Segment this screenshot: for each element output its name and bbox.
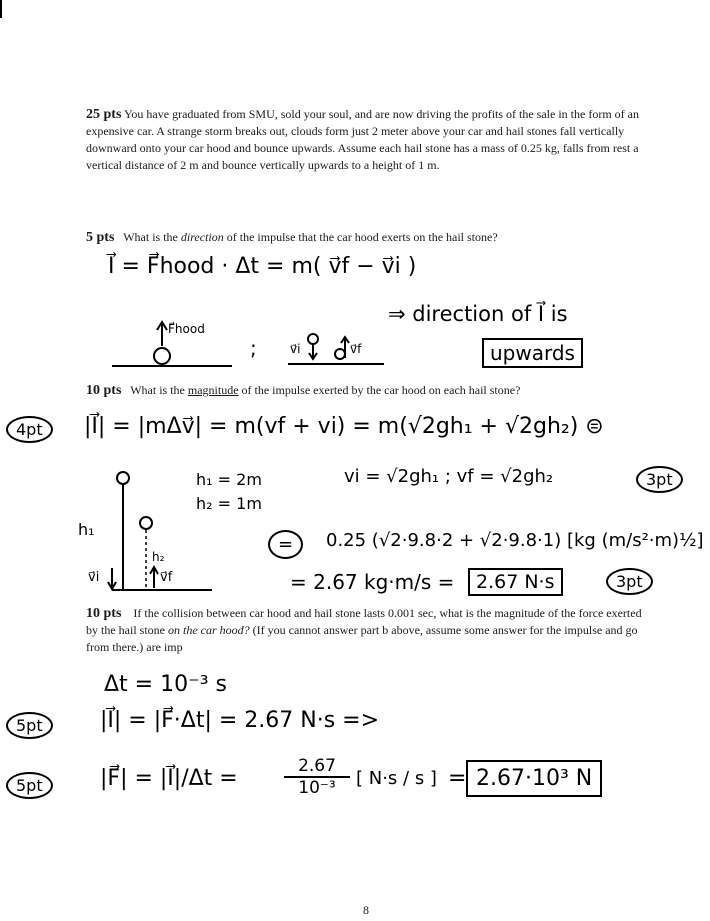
fraction-numerator: 2.67 bbox=[284, 756, 350, 778]
part-c-points: 10 pts bbox=[86, 606, 122, 621]
delta-t-value: Δt = 10⁻³ s bbox=[104, 672, 227, 697]
sketch-vf-label: v⃗f bbox=[350, 342, 362, 356]
part-b-question-after: of the impulse exerted by the car hood on each hail stone? bbox=[238, 383, 521, 397]
force-equals: = bbox=[448, 766, 467, 791]
hail-stone-bounce bbox=[140, 517, 152, 529]
part-c-score-1: 5pt bbox=[6, 712, 53, 739]
sketch-semicolon: ; bbox=[250, 336, 257, 360]
part-b-score-3: 3pt bbox=[606, 568, 653, 595]
part-c-answer-box: 2.67·10³ N bbox=[466, 760, 602, 797]
force-units: [ N·s / s ] bbox=[356, 768, 437, 789]
velocity-definitions: vi = √2gh₁ ; vf = √2gh₂ bbox=[344, 466, 554, 487]
sketch-vf-label-b: v⃗f bbox=[160, 570, 173, 585]
part-a-question-emph: direction bbox=[180, 230, 224, 244]
part-b-question-emph: magnitude bbox=[187, 383, 239, 397]
part-b-score-1: 4pt bbox=[6, 416, 53, 443]
eq2-marker: = bbox=[268, 530, 303, 559]
page-number: 8 bbox=[363, 903, 369, 917]
sketch-h2-label: h₂ bbox=[152, 550, 165, 564]
intro-points: 25 pts bbox=[86, 107, 122, 122]
hail-stone-top bbox=[117, 472, 129, 484]
part-c-question-after: (If you cannot answer part b above, assume some answer for the impulse and go from there.) are imp bbox=[86, 623, 638, 654]
part-c-question-emph: on the car hood? bbox=[167, 623, 250, 637]
part-c-score-2: 5pt bbox=[6, 772, 53, 799]
part-a-answer-prefix: ⇒ direction of I⃗ is bbox=[388, 302, 568, 326]
sketch-h1-label: h₁ bbox=[78, 520, 95, 539]
part-b-question-before: What is the bbox=[130, 383, 188, 397]
h2-value: h₂ = 1m bbox=[196, 494, 262, 513]
part-a-impulse-equation: I⃗ = F⃗hood · Δt = m( v⃗f − v⃗i ) bbox=[108, 254, 417, 279]
part-c-question bbox=[86, 605, 650, 656]
sketch-force-label: F⃗hood bbox=[168, 322, 205, 336]
part-b-points: 10 pts bbox=[86, 383, 122, 398]
fraction-denominator: 10⁻³ bbox=[298, 778, 336, 798]
part-a-answer-box: upwards bbox=[482, 338, 583, 368]
force-fraction bbox=[284, 756, 350, 798]
sketch-vi-label-b: v⃗i bbox=[88, 570, 100, 585]
numeric-substitution: 0.25 (√2·9.8·2 + √2·9.8·1) [kg (m/s²·m)½] bbox=[326, 530, 704, 551]
part-b-magnitude-equation: |I⃗| = |mΔv⃗| = m(vf + vi) = m(√2gh₁ + √2gh₂) ⊜ bbox=[84, 414, 604, 439]
force-equation-prefix: |F⃗| = |I⃗|/Δt = bbox=[100, 766, 238, 791]
impulse-equation-c: |I⃗| = |F⃗·Δt| = 2.67 N·s => bbox=[100, 708, 380, 733]
result-prefix: = 2.67 kg·m/s = bbox=[290, 570, 455, 594]
part-a-question-before: What is the bbox=[123, 230, 181, 244]
sketch-vi-label: v⃗i bbox=[290, 342, 301, 356]
part-b-answer-box: 2.67 N·s bbox=[468, 568, 563, 596]
intro-text: You have graduated from SMU, sold your soul, and are now driving the profits of the sale in the form of an expensive car. A strange storm breaks out, clouds form just 2 meter above your car and hail stones fall vertically downward onto your car hood and bounce upwards. Assume each hail stone has a mass of 0.25 kg, falls from rest a vertical distance of 2 m and bounce vertically upwards to a height of 1 m. bbox=[86, 107, 639, 172]
part-c-question-before: If the collision between car hood and hail stone lasts 0.001 sec, what is the magnitude of the force exerted by the hail stone bbox=[86, 606, 642, 637]
part-a-points: 5 pts bbox=[86, 230, 115, 245]
part-b-score-2: 3pt bbox=[636, 466, 683, 493]
h1-value: h₁ = 2m bbox=[196, 470, 262, 489]
part-a-question-after: of the impulse that the car hood exerts on the hail stone? bbox=[223, 230, 498, 244]
